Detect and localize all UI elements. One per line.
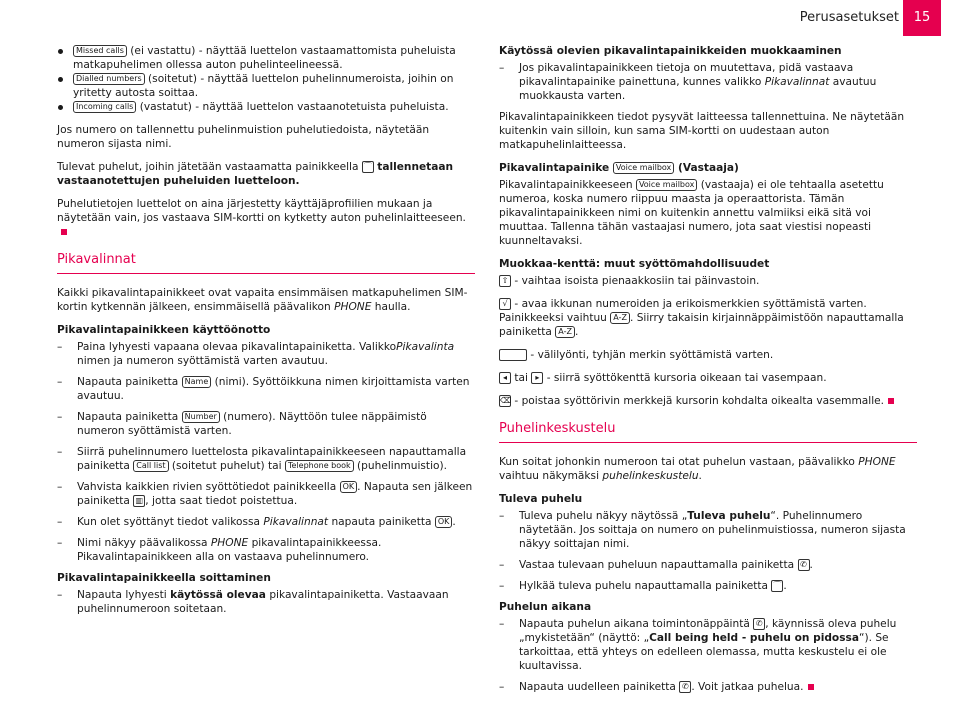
list-item: – Napauta puhelun aikana toimintonäppäintä ✆ , käynnissä oleva puhelu „mykistetään“ (näyttö: „Call being held - puhelu on pidossa“). Se tarkoittaa, että yhteys on edelleen olemassa, mutta keskustelu ei ole kuultavissa.: [499, 617, 917, 673]
call-list-button: Call list: [133, 460, 168, 472]
list-item: Incoming calls (vastatut) - näyttää luettelon vastaanotetuista puheluista.: [57, 100, 475, 114]
list-item: – Napauta painiketta Number (numero). Näyttöön tulee näppäimistö numeron syöttämistä varten.: [57, 410, 475, 438]
reject-call-icon: ⌒: [773, 581, 782, 590]
section-title: Perusasetukset: [799, 10, 899, 25]
ok-button: OK: [435, 516, 453, 528]
number-button: Number: [182, 411, 220, 423]
paragraph: ⇧ - vaihtaa isoista pienaakkosiin tai päinvastoin.: [499, 274, 917, 288]
voice-mailbox-button: Voice mailbox: [636, 179, 697, 191]
subheading: Käytössä olevien pikavalintapainikkeiden muokkaaminen: [499, 45, 842, 57]
paragraph: Kaikki pikavalintapainikkeet ovat vapaita ensimmäisen matkapuhelimen SIM-kortin kytkennän jälkeen, ensimmäisellä päävalikon PHONE haulla.: [57, 287, 468, 313]
list-item: – Tuleva puhelu näkyy näytössä „Tuleva puhelu“. Puhelinnumero näytetään. Jos soittaja on numero on puhelinmuistiossa, numeron sijasta näkyy soittajan nimi.: [499, 509, 917, 551]
answer-call-icon: ✆: [798, 559, 810, 571]
end-marker-icon: [61, 229, 67, 235]
paragraph: ⌫ - poistaa syöttörivin merkkejä kursorin kohdalta oikealta vasemmalle.: [499, 394, 917, 408]
subheading: Pikavalintapainikkeen käyttöönotto: [57, 324, 271, 336]
hold-icon: ✆: [753, 618, 765, 630]
arrow-right-icon: ▸: [531, 372, 543, 384]
telephone-book-button: Telephone book: [285, 460, 354, 472]
list-item: – Vahvista kaikkien rivien syöttötiedot painikkeella OK . Napauta sen jälkeen painiketta ▥ , jotta saat tiedot poistettua.: [57, 480, 475, 508]
section-heading: Pikavalinnat: [57, 252, 136, 267]
arrow-left-icon: ◂: [499, 372, 511, 384]
a-z-button: A-Z: [555, 326, 575, 338]
subheading: Tuleva puhelu: [499, 493, 583, 505]
paragraph: Pikavalintapainikkeen tiedot pysyvät laitteessa tallennettuina. Ne näytetään kuitenkin vain silloin, kun sama SIM-kortti on uudestaan auton matkapuhelinlaitteessa.: [499, 111, 905, 151]
space-icon: [499, 349, 527, 361]
ok-button: OK: [340, 481, 358, 493]
list-item: Dialled numbers (soitetut) - näyttää luettelon puhelinnumeroista, joihin on yritetty autosta soittaa.: [57, 72, 475, 100]
paragraph: √ - avaa ikkunan numeroiden ja erikoismerkkien syöttämistä varten. Painikkeeksi vaihtuu A-Z . Siirry takaisin kirjainnäppäimistöön napauttamalla painiketta A-Z .: [499, 298, 904, 338]
hang-up-icon: ⌒: [363, 162, 372, 171]
list-item: – Kun olet syöttänyt tiedot valikossa Pikavalinnat napauta painiketta OK .: [57, 515, 475, 529]
list-item: – Vastaa tulevaan puheluun napauttamalla painiketta ✆ .: [499, 558, 917, 572]
incoming-calls-button: Incoming calls: [73, 101, 136, 113]
list-item: – Napauta painiketta Name (nimi). Syöttöikkuna nimen kirjoittamista varten avautuu.: [57, 375, 475, 403]
list-item: – Jos pikavalintapainikkeen tietoja on muutettava, pidä vastaava pikavalintapainike painettuna, kunnes valikko Pikavalinnat avautuu muokkausta varten.: [499, 61, 917, 103]
divider: [57, 273, 475, 274]
delete-icon: ▥: [133, 495, 145, 507]
right-column: [499, 44, 917, 701]
list-item: – Paina lyhyesti vapaana olevaa pikavalintapainiketta. ValikkoPikavalinta nimen ja numeron syöttämistä varten avautuu.: [57, 340, 475, 368]
paragraph: Pikavalintapainikkeeseen Voice mailbox (vastaaja) ei ole tehtaalla asetettu numeroa, koska numero riippuu maasta ja operaattorista. Tämän pikavalintapainikkeen nimi on kuitenkin annettu valmiiksi eikä sitä voi muuttaa. Tallenna tähän vastaajasi numero, jota saat viestisi nopeasti kuunneltavaksi.: [499, 179, 884, 247]
list-item: – Nimi näkyy päävalikossa PHONE pikavalintapainikkeessa. Pikavalintapainikkeen alla on vastaava puhelinnumero.: [57, 536, 475, 564]
paragraph: ◂ tai ▸ - siirrä syöttökenttä kursoria oikeaan tai vasempaan.: [499, 371, 917, 385]
a-z-button: A-Z: [610, 312, 630, 324]
list-item: – Napauta uudelleen painiketta ✆ . Voit jatkaa puhelua.: [499, 680, 917, 694]
page-header: [0, 0, 959, 36]
subheading: Pikavalintapainikkeella soittaminen: [57, 572, 271, 584]
special-characters-icon: √: [499, 298, 511, 310]
divider: [499, 442, 917, 443]
page-number: 15: [903, 0, 941, 36]
end-marker-icon: [888, 398, 894, 404]
paragraph: Puhelutietojen luettelot on aina järjestetty käyttäjäprofiilien mukaan ja näytetään vain, jos vastaava SIM-kortti on kytketty auton puhelinlaitteeseen.: [57, 197, 475, 239]
paragraph: Jos numero on tallennettu puhelinmuistion puhelutiedoista, näytetään numeron sijasta nimi.: [57, 124, 430, 150]
left-column: [57, 44, 475, 623]
paragraph: Tulevat puhelut, joihin jätetään vastaamatta painikkeella ⌒ tallennetaan vastaanotettujen puheluiden luetteloon.: [57, 161, 454, 187]
dialled-numbers-button: Dialled numbers: [73, 73, 145, 85]
shift-icon: ⇧: [499, 275, 511, 287]
backspace-icon: ⌫: [500, 396, 512, 405]
missed-calls-button: Missed calls: [73, 45, 127, 57]
list-item: – Napauta lyhyesti käytössä olevaa pikavalintapainiketta. Vastaavaan puhelinnumeroon soitetaan.: [57, 588, 475, 616]
end-marker-icon: [808, 684, 814, 690]
section-heading: Puhelinkeskustelu: [499, 421, 616, 436]
list-item: – Hylkää tuleva puhelu napauttamalla painiketta ⌒ .: [499, 579, 917, 593]
list-item: – Siirrä puhelinnumero luettelosta pikavalintapainikkeeseen napauttamalla painiketta Call list (soitetut puhelut) tai Telephone book (puhelinmuistio).: [57, 445, 475, 473]
subheading: Muokkaa-kenttä: muut syöttömahdollisuudet: [499, 258, 770, 270]
list-item: Missed calls (ei vastattu) - näyttää luettelon vastaamattomista puheluista matkapuhelimen ollessa auton puhelinteelineessä.: [57, 44, 475, 72]
name-button: Name: [182, 376, 212, 388]
voice-mailbox-button: Voice mailbox: [613, 162, 674, 174]
paragraph: Kun soitat johonkin numeroon tai otat puhelun vastaan, päävalikko PHONE vaihtuu näkymäksi puhelinkeskustelu.: [499, 456, 896, 482]
resume-call-icon: ✆: [679, 681, 691, 693]
paragraph: - välilyönti, tyhjän merkin syöttämistä varten.: [499, 348, 917, 362]
subheading: Puhelun aikana: [499, 601, 592, 613]
subheading: Pikavalintapainike Voice mailbox (Vastaaja): [499, 162, 739, 174]
